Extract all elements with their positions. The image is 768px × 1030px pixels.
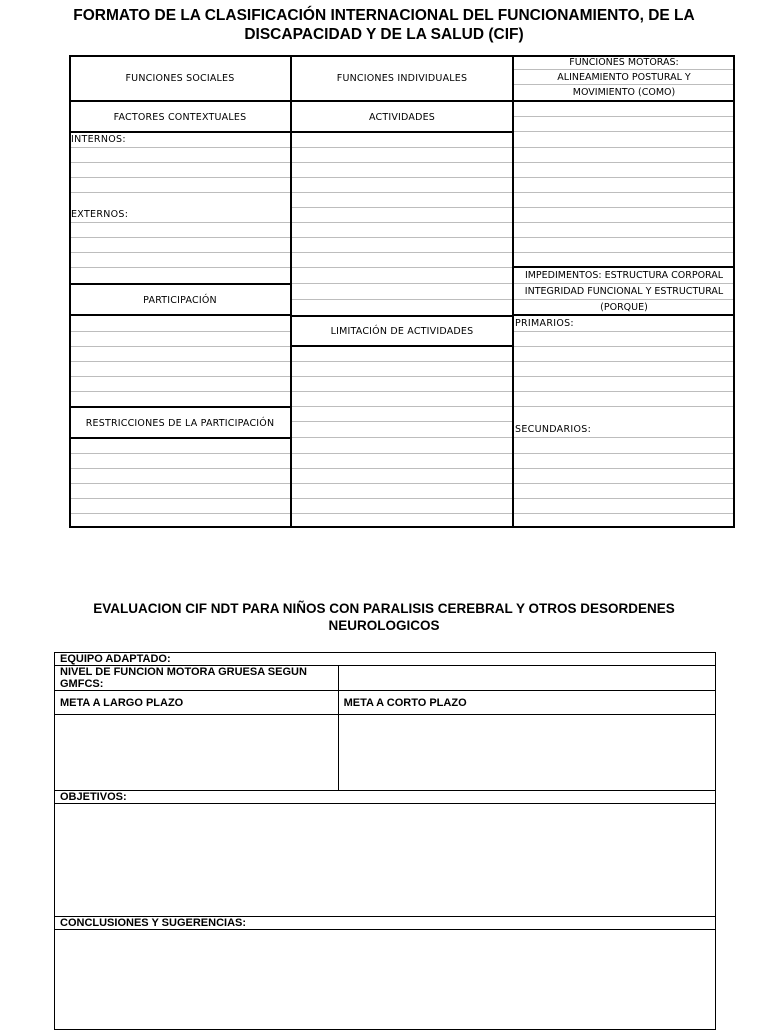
header-funciones-sociales: FUNCIONES SOCIALES bbox=[125, 72, 235, 84]
field-objetivos[interactable] bbox=[55, 804, 716, 917]
header-impedimentos-estructura: IMPEDIMENTOS: ESTRUCTURA CORPORAL bbox=[524, 270, 724, 281]
eval-title-line1: EVALUACION CIF NDT PARA NIÑOS CON PARALISIS CEREBRAL Y OTROS DESORDENES bbox=[93, 601, 675, 616]
field-nivel-funcion-motora[interactable] bbox=[338, 666, 715, 691]
label-internos: INTERNOS: bbox=[71, 134, 126, 145]
label-conclusiones-sugerencias: CONCLUSIONES Y SUGERENCIAS: bbox=[55, 917, 716, 930]
header-integridad-funcional: INTEGRIDAD FUNCIONAL Y ESTRUCTURAL bbox=[524, 286, 724, 297]
field-conclusiones-sugerencias[interactable] bbox=[55, 930, 716, 1030]
header-porque: (PORQUE) bbox=[600, 302, 648, 313]
header-movimiento-como: MOVIMIENTO (COMO) bbox=[572, 87, 676, 98]
cif-title-line1: FORMATO DE LA CLASIFICACIÓN INTERNACIONAL DEL FUNCIONAMIENTO, DE LA bbox=[73, 7, 695, 24]
label-nivel-funcion-motora bbox=[55, 666, 339, 691]
column-individual-functions bbox=[291, 55, 513, 528]
header-limitacion-actividades: LIMITACIÓN DE ACTIVIDADES bbox=[330, 326, 474, 337]
header-alineamiento-postural: ALINEAMIENTO POSTURAL Y bbox=[557, 72, 691, 83]
eval-table bbox=[54, 652, 716, 1030]
cif-title-line2: DISCAPACIDAD Y DE LA SALUD (CIF) bbox=[244, 26, 524, 43]
header-funciones-individuales: FUNCIONES INDIVIDUALES bbox=[336, 72, 468, 84]
header-factores-contextuales: FACTORES CONTEXTUALES bbox=[113, 111, 247, 123]
label-primarios: PRIMARIOS: bbox=[515, 318, 574, 329]
label-externos: EXTERNOS: bbox=[71, 209, 129, 220]
header-restricciones-participacion: RESTRICCIONES DE LA PARTICIPACIÓN bbox=[85, 417, 275, 429]
header-funciones-motoras: FUNCIONES MOTORAS: bbox=[569, 57, 679, 68]
nivel-line2: GMFCS: bbox=[60, 678, 104, 690]
label-meta-largo-plazo: META A LARGO PLAZO bbox=[55, 691, 339, 715]
label-meta-corto-plazo: META A CORTO PLAZO bbox=[338, 691, 715, 715]
field-meta-corto-plazo[interactable] bbox=[338, 715, 715, 791]
header-participacion: PARTICIPACIÓN bbox=[143, 294, 217, 306]
cif-form-title bbox=[40, 6, 728, 44]
eval-title-line2: NEUROLOGICOS bbox=[328, 618, 440, 633]
label-equipo-adaptado: EQUIPO ADAPTADO: bbox=[55, 653, 716, 666]
cif-grid bbox=[69, 55, 735, 528]
label-objetivos: OBJETIVOS: bbox=[55, 791, 716, 804]
label-secundarios: SECUNDARIOS: bbox=[515, 424, 592, 435]
column-motor-functions bbox=[513, 55, 735, 528]
header-actividades: ACTIVIDADES bbox=[368, 111, 436, 123]
field-meta-largo-plazo[interactable] bbox=[55, 715, 339, 791]
column-social-functions bbox=[69, 55, 291, 528]
eval-form-title bbox=[60, 600, 708, 634]
nivel-line1: NIVEL DE FUNCION MOTORA GRUESA SEGUN bbox=[60, 666, 307, 678]
